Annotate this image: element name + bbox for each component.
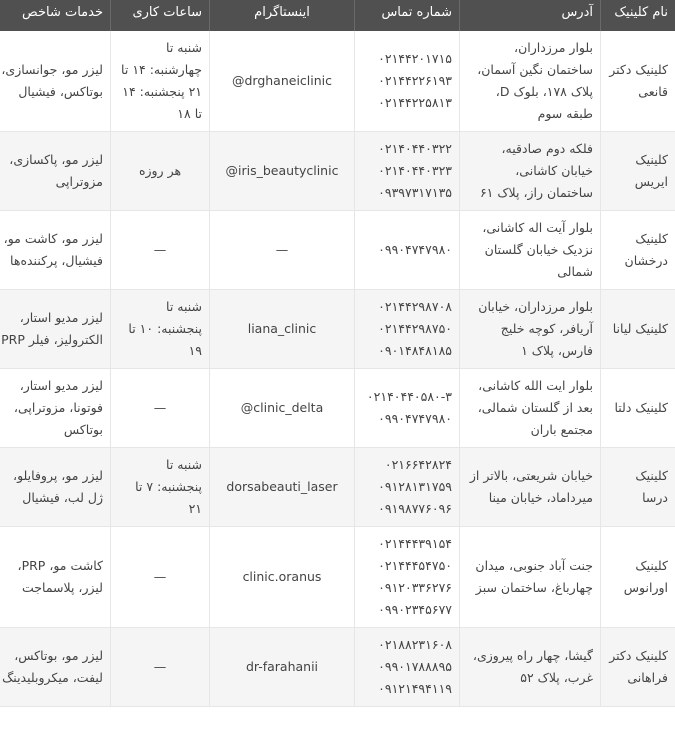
hours-cell: — [111,527,210,628]
phone-cell: ۰۲۱۶۶۴۲۸۲۴ ۰۹۱۲۸۱۳۱۷۵۹ ۰۹۱۹۸۷۷۶۰۹۶ [355,448,460,527]
hours-cell: شنبه تا پنجشنبه: ۷ تا ۲۱ [111,448,210,527]
services-cell: لیزر مو، کاشت مو، فیشیال، پرکننده‌ها [0,211,111,290]
clinic-name-cell: کلینیک درسا [601,448,675,527]
table-row [0,290,675,369]
address-cell: گیشا، چهار راه پیروزی، غرب، پلاک ۵۲ [460,628,601,707]
table-row [0,369,675,448]
table-row [0,211,675,290]
address-cell: بلوار مرزداران، ساختمان نگین آسمان، پلاک ۱۷۸، بلوک D، طبقه سوم [460,31,601,132]
phone-cell: ۰۲۱۴۰۴۴۰۳۲۲ ۰۲۱۴۰۴۴۰۳۲۳ ۰۹۳۹۷۳۱۷۱۳۵ [355,132,460,211]
header-address: آدرس [460,0,601,31]
services-cell: لیزر مو، پروفایلو، ژل لب، فیشیال [0,448,111,527]
header-services: خدمات شاخص [0,0,111,31]
clinic-name-cell: کلینیک ایریس [601,132,675,211]
address-cell: خیابان شریعتی، بالاتر از میرداماد، خیابان مینا [460,448,601,527]
table-row [0,31,675,132]
instagram-cell: @drghaneiclinic [210,31,355,132]
header-name: نام کلینیک [601,0,675,31]
hours-cell: — [111,369,210,448]
address-cell: بلوار آیت اله کاشانی، نزدیک خیابان گلستان شمالی [460,211,601,290]
instagram-cell: dr-farahanii [210,628,355,707]
instagram-cell: @clinic_delta [210,369,355,448]
clinic-name-cell: کلینیک درخشان [601,211,675,290]
clinic-name-cell: کلینیک دکتر فراهانی [601,628,675,707]
services-cell: لیزر مو، بوتاکس، لیفت، میکروبلیدینگ [0,628,111,707]
instagram-cell: — [210,211,355,290]
hours-cell: هر روزه [111,132,210,211]
clinic-name-cell: کلینیک دلتا [601,369,675,448]
services-cell: لیزر مدیو استار، الکترولیز، فیلر PRP [0,290,111,369]
clinic-name-cell: کلینیک اورانوس [601,527,675,628]
phone-cell: ۰۲۱۴۰۴۴۰۵۸۰-۳ ۰۹۹۰۴۷۴۷۹۸۰ [355,369,460,448]
phone-cell: ۰۲۱۴۴۲۰۱۷۱۵ ۰۲۱۴۴۲۲۶۱۹۳ ۰۲۱۴۴۲۲۵۸۱۳ [355,31,460,132]
phone-cell: ۰۹۹۰۴۷۴۷۹۸۰ [355,211,460,290]
address-cell: بلوار مرزداران، خیابان آریافر، کوچه خلیج فارس، پلاک ۱ [460,290,601,369]
instagram-cell: clinic.oranus [210,527,355,628]
instagram-cell: liana_clinic [210,290,355,369]
address-cell: بلوار ایت الله کاشانی، بعد از گلستان شمالی، مجتمع باران [460,369,601,448]
address-cell: فلکه دوم صادقیه، خیابان کاشانی، ساختمان راز، پلاک ۶۱ [460,132,601,211]
table-row [0,628,675,707]
hours-cell: — [111,211,210,290]
hours-cell: — [111,628,210,707]
header-instagram: اینستاگرام [210,0,355,31]
services-cell: لیزر مو، پاکسازی، مزوتراپی [0,132,111,211]
clinic-name-cell: کلینیک لیانا [601,290,675,369]
address-cell: جنت آباد جنوبی، میدان چهارباغ، ساختمان سبز [460,527,601,628]
services-cell: لیزر مدیو استار، فوتونا، مزوتراپی، بوتاکس [0,369,111,448]
phone-cell: ۰۲۱۴۴۴۳۹۱۵۴ ۰۲۱۴۴۴۵۴۷۵۰ ۰۹۱۲۰۳۳۶۲۷۶ ۰۹۹۰۲۳۴۵۶۷۷ [355,527,460,628]
clinic-name-cell: کلینیک دکتر قانعی [601,31,675,132]
phone-cell: ۰۲۱۴۴۲۹۸۷۰۸ ۰۲۱۴۴۲۹۸۷۵۰ ۰۹۰۱۴۸۴۸۱۸۵ [355,290,460,369]
table-header-row [0,0,675,31]
table-row [0,527,675,628]
services-cell: کاشت مو، PRP، لیزر، پلاسماجت [0,527,111,628]
instagram-cell: dorsabeauti_laser [210,448,355,527]
phone-cell: ۰۲۱۸۸۲۳۱۶۰۸ ۰۹۹۰۱۷۸۸۸۹۵ ۰۹۱۲۱۴۹۴۱۱۹ [355,628,460,707]
hours-cell: شنبه تا چهارشنبه: ۱۴ تا ۲۱ پنجشنبه: ۱۴ تا ۱۸ [111,31,210,132]
services-cell: لیزر مو، جوانسازی، بوتاکس، فیشیال [0,31,111,132]
header-hours: ساعات کاری [111,0,210,31]
instagram-cell: @iris_beautyclinic [210,132,355,211]
table-row [0,448,675,527]
hours-cell: شنبه تا پنجشنبه: ۱۰ تا ۱۹ [111,290,210,369]
header-phone: شماره تماس [355,0,460,31]
table-row [0,132,675,211]
